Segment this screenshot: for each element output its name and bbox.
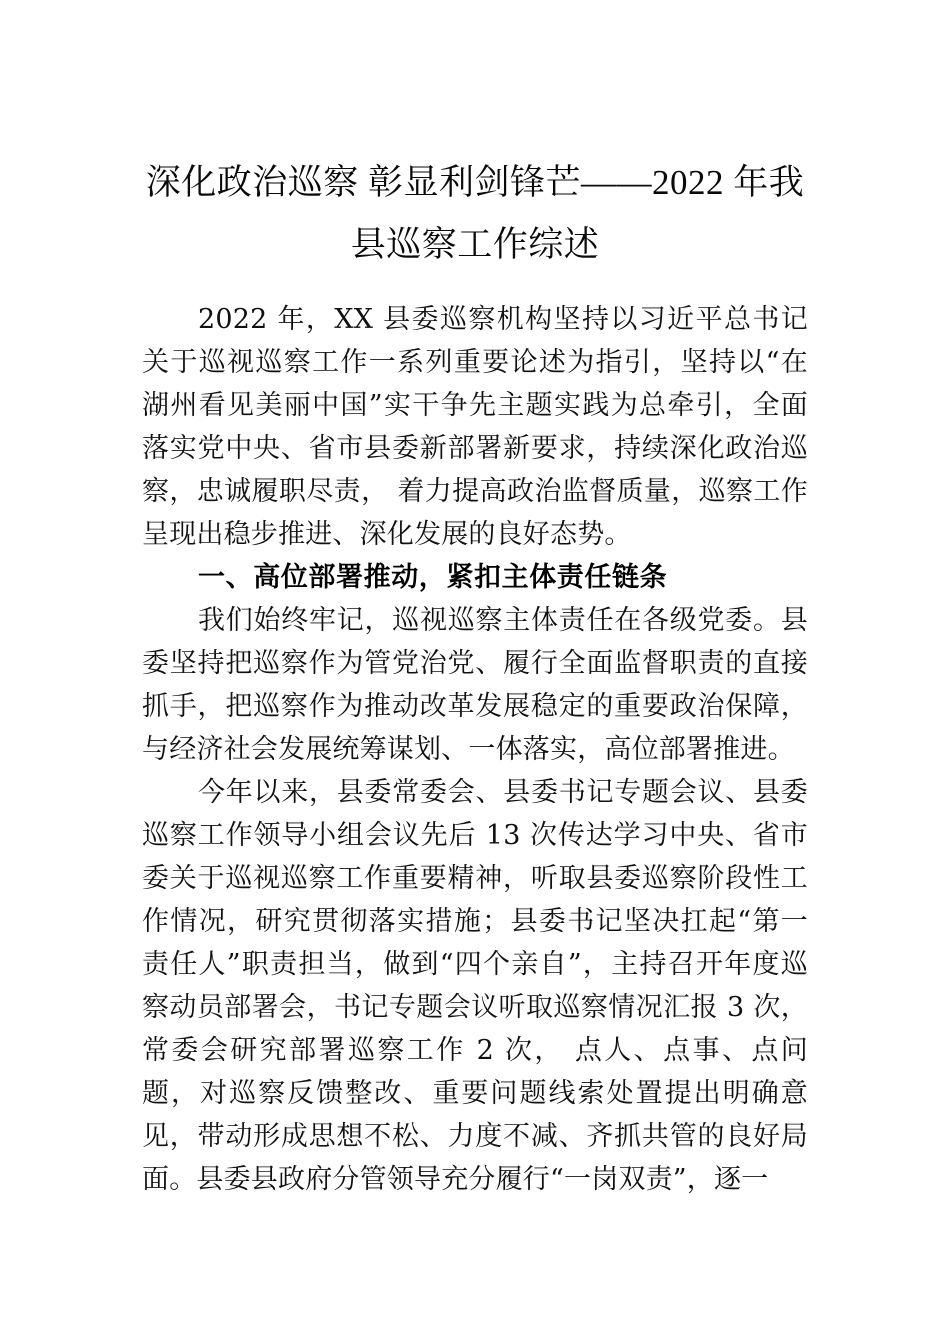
paragraph-section1-1: 我们始终牢记，巡视巡察主体责任在各级党委。县委坚持把巡察作为管党治党、履行全面监督职责的直接抓手，把巡察作为推动改革发展稳定的重要政治保障，与经济社会发展统筹谋划、一体落实，高位部署推进。	[142, 605, 808, 765]
paragraph-section1-2: 今年以来，县委常委会、县委书记专题会议、县委巡察工作领导小组会议先后 13 次传达学习中央、省市委关于巡视巡察工作重要精神，听取县委巡察阶段性工作情况，研究贯彻落实措施；县委书记坚决扛起“第一责任人”职责担当，做到“四个亲自”，主持召开年度巡察动员部署会，书记专题会议听取巡察情况汇报 3 次，常委会研究部署巡察工作 2 次， 点人、点事、点问题，对巡察反馈整改、重要问题线索处置提出明确意见，带动形成思想不松、力度不减、齐抓共管的良好局面。县委县政府分管领导充分履行“一岗双责”，逐一	[142, 777, 808, 1195]
section-heading-1: 一、高位部署推动，紧扣主体责任链条	[198, 562, 668, 592]
document-body	[142, 298, 808, 1201]
paragraph-opening: 2022 年，XX 县委巡察机构坚持以习近平总书记关于巡视巡察工作一系列重要论述为指引，坚持以“在湖州看见美丽中国”实干争先主题实践为总牵引，全面落实党中央、省市县委新部署新要求，持续深化政治巡察，忠诚履职尽责， 着力提高政治监督质量，巡察工作呈现出稳步推进、深化发展的良好态势。	[142, 304, 808, 550]
page-title: 深化政治巡察 彰显利剑锋芒——2022 年我县巡察工作综述	[145, 163, 805, 264]
